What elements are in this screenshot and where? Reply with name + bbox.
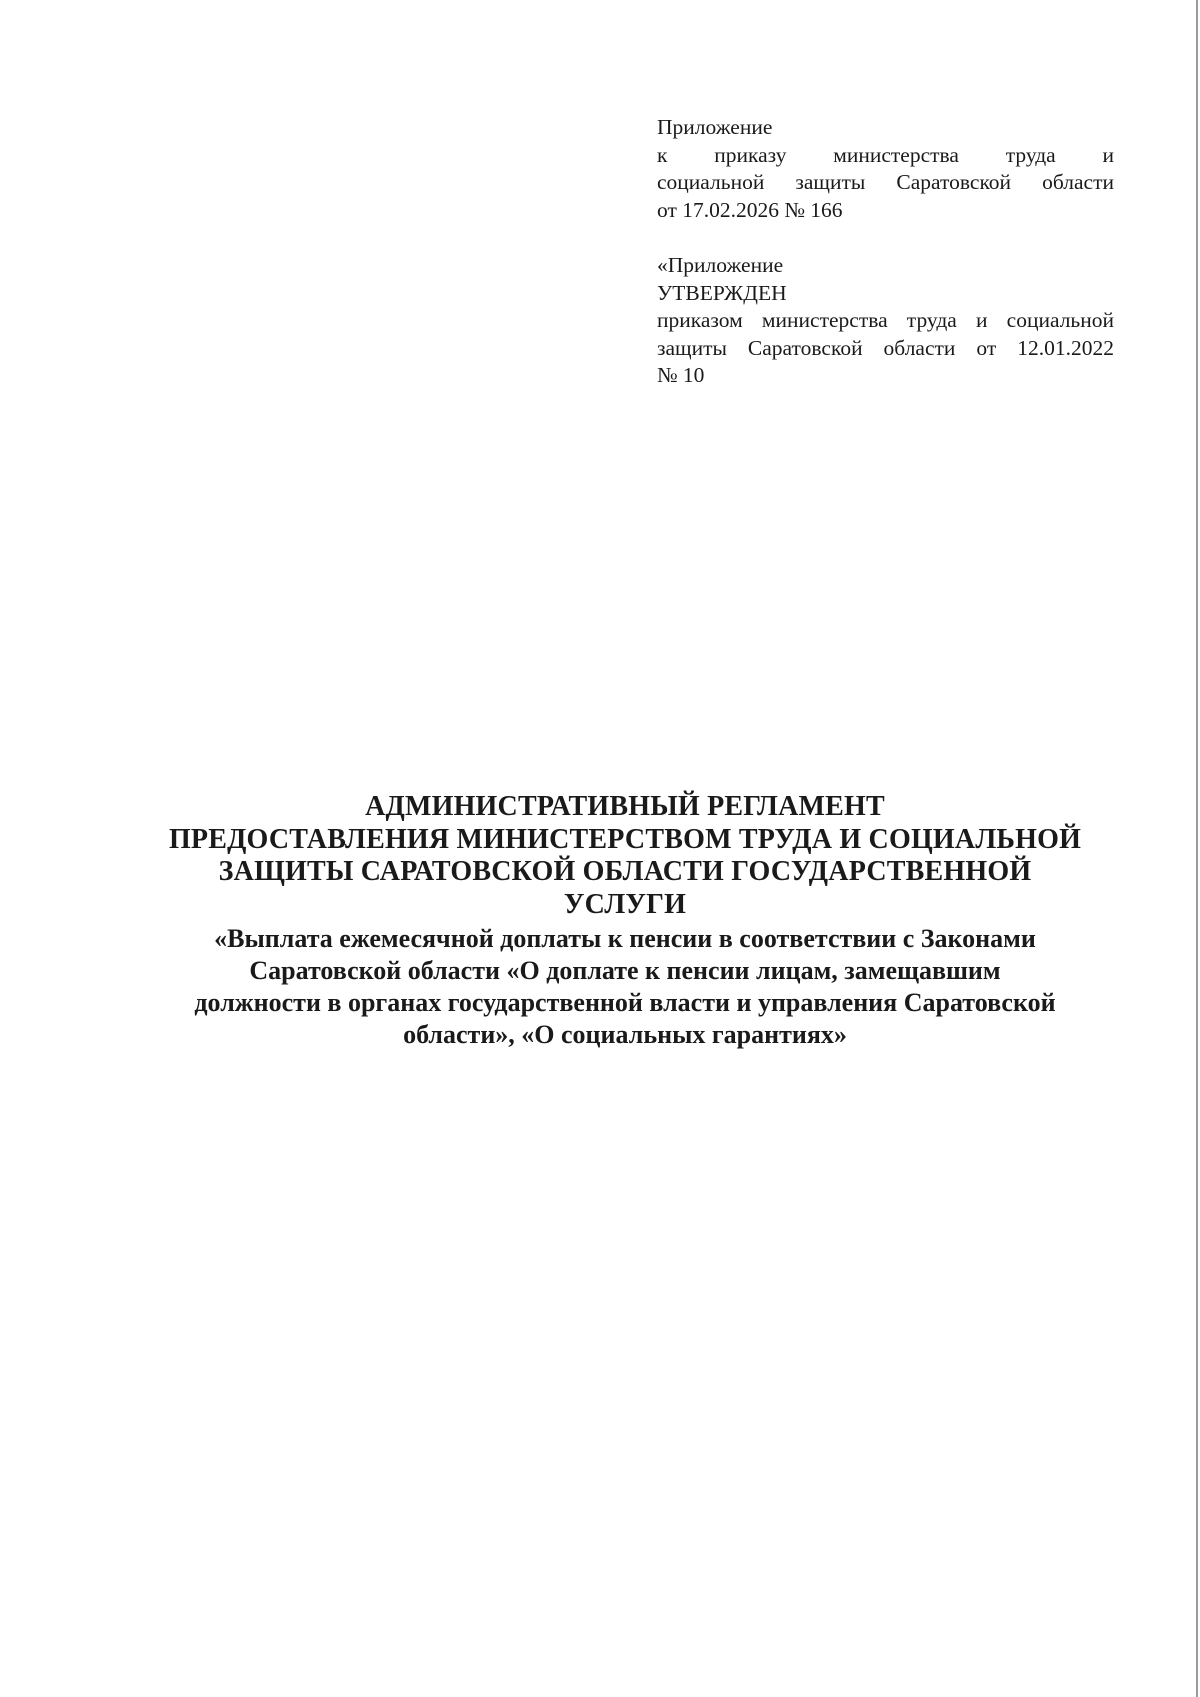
- approved-attachment-label: «Приложение: [657, 253, 784, 277]
- service-name-line: области», «О социальных гарантиях»: [403, 1020, 847, 1049]
- page-edge-line: [1196, 0, 1198, 1697]
- document-title: [150, 791, 1100, 1051]
- approved-ministry-line: защиты Саратовской области от 12.01.2022: [657, 335, 1114, 360]
- title-line: АДМИНИСТРАТИВНЫЙ РЕГЛАМЕНТ: [365, 791, 885, 822]
- approved-label: УТВЕРЖДЕН: [657, 280, 787, 305]
- service-name-line: «Выплата ежемесячной доплаты к пенсии в соответствии с Законами: [214, 924, 1036, 953]
- approved-number-line: № 10: [657, 363, 705, 387]
- service-name-line: должности в органах государственной власти и управления Саратовской: [194, 988, 1056, 1017]
- attachment-order-line: к приказу министерства труда и: [657, 142, 1114, 167]
- attachment-label: Приложение: [657, 115, 773, 139]
- approved-order-line: приказом министерства труда и социальной: [657, 308, 1114, 332]
- attachment-ministry-line: социальной защиты Саратовской области: [657, 170, 1114, 194]
- title-line: УСЛУГИ: [563, 888, 687, 920]
- attachment-date-line: от 17.02.2026 № 166: [657, 197, 843, 222]
- approved-header: [657, 252, 1114, 390]
- service-name-line: Саратовской области «О доплате к пенсии лицам, замещавшим: [249, 956, 1001, 985]
- title-line: ПРЕДОСТАВЛЕНИЯ МИНИСТЕРСТВОМ ТРУДА И СОЦИАЛЬНОЙ: [168, 823, 1082, 855]
- attachment-header: [657, 114, 1114, 224]
- title-line: ЗАЩИТЫ САРАТОВСКОЙ ОБЛАСТИ ГОСУДАРСТВЕННОЙ: [218, 856, 1032, 887]
